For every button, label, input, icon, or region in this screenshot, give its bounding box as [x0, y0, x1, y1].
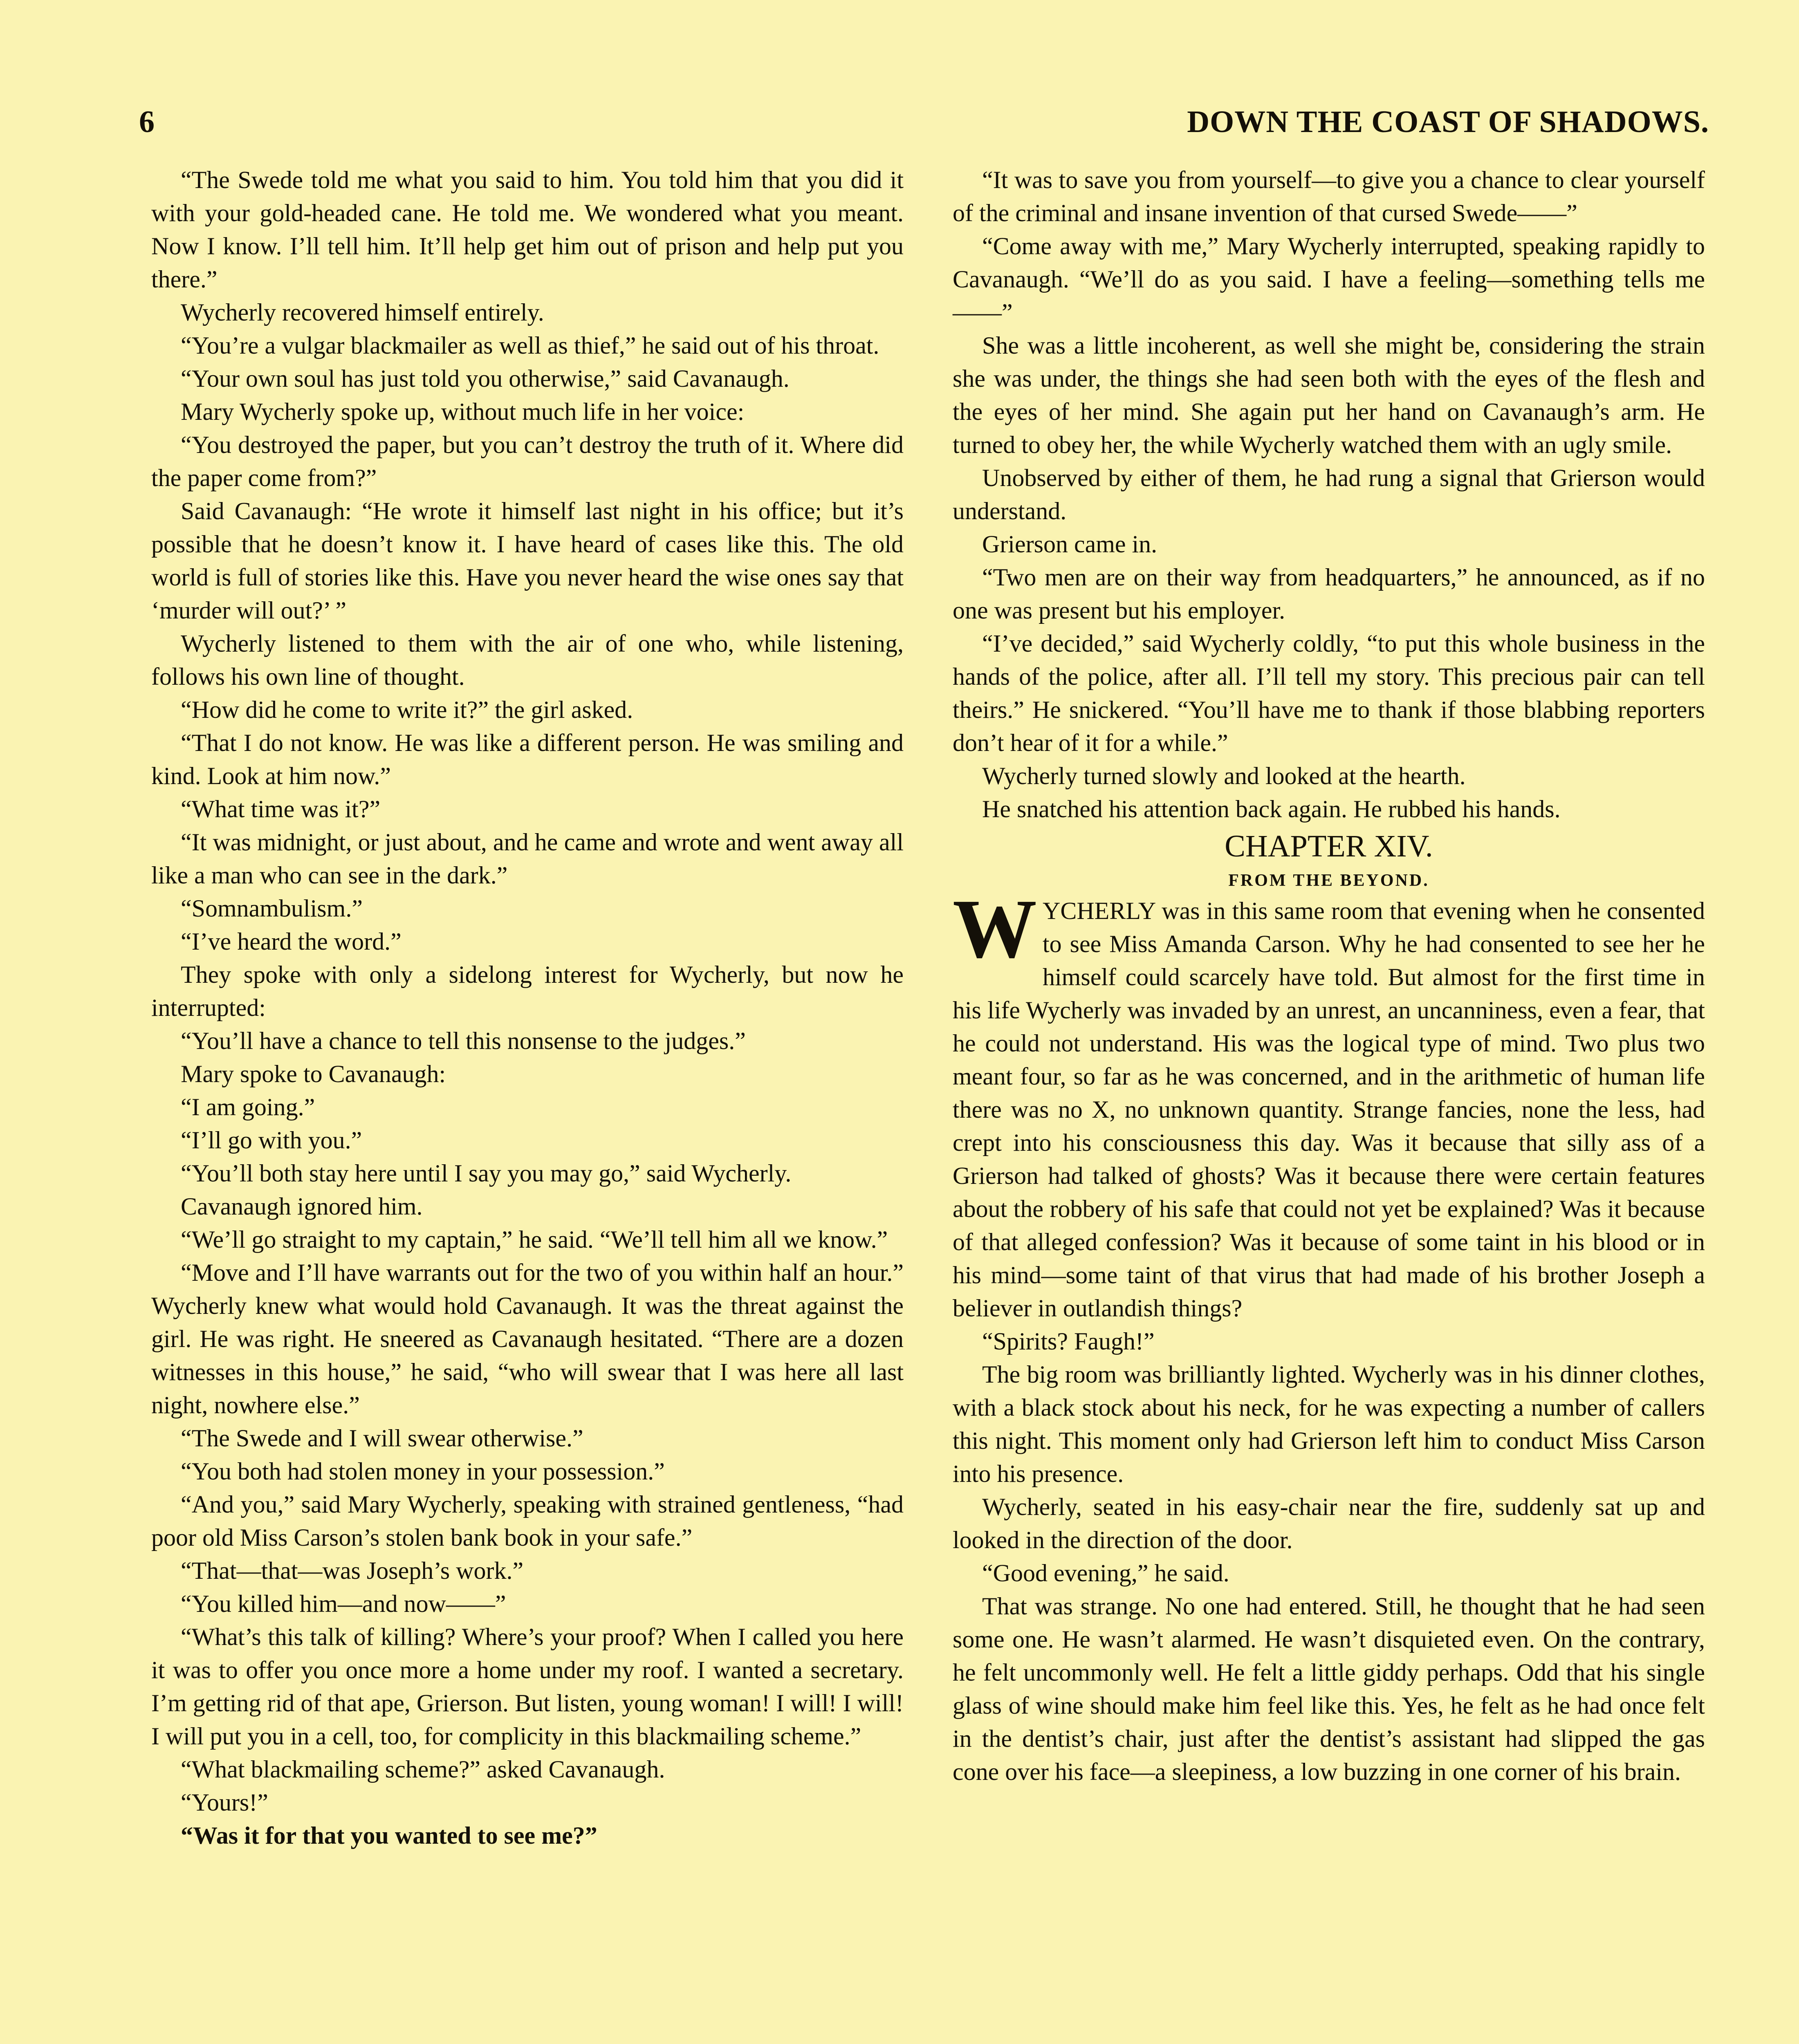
paragraph: “Move and I’ll have warrants out for the two of you within half an hour.” Wycherly knew what would hold Cavanaugh. It was the threat against the girl. He was right. He sneered as Cavanaugh hesitated. “There are a dozen witnesses in this house,” he said, “who will swear that I was here all last night, nowhere else.” — [151, 1259, 904, 1419]
paragraph: “You’re a vulgar blackmailer as well as thief,” he said out of his throat. — [181, 332, 879, 359]
paragraph: “We’ll go straight to my captain,” he said. “We’ll tell him all we know.” — [181, 1226, 888, 1253]
paragraph: “Somnambulism.” — [181, 895, 363, 922]
chapter-opening-paragraph — [953, 882, 1705, 1325]
paragraph: “Spirits? Faugh!” — [982, 1328, 1155, 1355]
paragraph: “Your own soul has just told you otherwise,” said Cavanaugh. — [181, 365, 790, 392]
paragraph: “I am going.” — [181, 1094, 315, 1121]
paragraph: “Come away with me,” Mary Wycherly interrupted, speaking rapidly to Cavanaugh. “We’ll do as you said. I have a feeling—something tells me——” — [953, 233, 1705, 326]
paragraph: Wycherly, seated in his easy-chair near the fire, suddenly sat up and looked in the direction of the door. — [953, 1493, 1705, 1553]
paragraph: “That—that—was Joseph’s work.” — [181, 1557, 524, 1584]
paragraph: “Two men are on their way from headquarters,” he announced, as if no one was present but his employer. — [953, 564, 1705, 624]
running-title: DOWN THE COAST OF SHADOWS. — [1187, 104, 1709, 139]
paragraph: “What’s this talk of killing? Where’s your proof? When I called you here it was to offer you once more a home under my roof. I wanted a secretary. I’m getting rid of that ape, Grierson. But listen, young woman! I will! I will! I will put you in a cell, too, for complicity in this blackmailing scheme.” — [151, 1623, 904, 1750]
chapter-subtitle: FROM THE BEYOND. — [1228, 871, 1429, 890]
paragraph: Grierson came in. — [982, 531, 1157, 558]
paragraph: She was a little incoherent, as well she might be, considering the strain she was under, the things she had seen both with the eyes of the flesh and the eyes of her mind. She again put her hand on Cavanaugh’s arm. He turned to obey her, the while Wycherly watched them with an ugly smile. — [953, 332, 1705, 458]
paragraph: “I’ve decided,” said Wycherly coldly, “to put this whole business in the hands of the police, after all. I’ll tell my story. This precious pair can tell theirs.” He snickered. “You’ll have me to thank if those blabbing reporters don’t hear of it for a while.” — [953, 630, 1705, 756]
paragraph: “You destroyed the paper, but you can’t destroy the truth of it. Where did the paper come from?” — [151, 431, 904, 491]
paragraph: “You killed him—and now——” — [181, 1590, 506, 1617]
paragraph: Unobserved by either of them, he had rung a signal that Grierson would understand. — [953, 464, 1705, 524]
paragraph: Wycherly recovered himself entirely. — [181, 299, 544, 326]
paragraph: “That I do not know. He was like a different person. He was smiling and kind. Look at him now.” — [151, 729, 904, 789]
paragraph: “I’ve heard the word.” — [181, 928, 402, 955]
paragraph: “It was midnight, or just about, and he came and wrote and went away all like a man who can see in the dark.” — [151, 829, 904, 889]
paragraph: “Was it for that you wanted to see me?” — [181, 1822, 597, 1849]
paragraph: “The Swede and I will swear otherwise.” — [181, 1425, 583, 1452]
paragraph: Wycherly turned slowly and looked at the hearth. — [982, 762, 1466, 789]
left-column — [151, 164, 904, 1852]
paragraph: Said Cavanaugh: “He wrote it himself last night in his office; but it’s possible that he doesn’t know it. I have heard of cases like this. The old world is full of stories like this. Have you never heard the wise ones say that ‘murder will out?’ ” — [151, 498, 904, 624]
paragraph: The big room was brilliantly lighted. Wycherly was in his dinner clothes, with a black stock about his neck, for he was expecting a number of callers this night. This moment only had Grierson left him to conduct Miss Carson into his presence. — [953, 1361, 1705, 1487]
page-number: 6 — [139, 104, 155, 139]
paragraph: Mary Wycherly spoke up, without much life in her voice: — [181, 398, 745, 425]
drop-cap: W — [953, 882, 1037, 975]
paragraph: That was strange. No one had entered. Still, he thought that he had seen some one. He wasn’t alarmed. He wasn’t disquieted even. On the contrary, he felt uncommonly well. He felt a little giddy perhaps. Odd that his single glass of wine should make him feel like this. Yes, he felt as he had once felt in the dentist’s chair, just after the dentist’s assistant had slipped the gas cone over his face—a sleepiness, a low buzzing in one corner of his brain. — [953, 1593, 1705, 1785]
paragraph: “You’ll have a chance to tell this nonsense to the judges.” — [181, 1027, 746, 1054]
paragraph: “Good evening,” he said. — [982, 1560, 1229, 1587]
opening-text: YCHERLY was in this same room that evening when he consented to see Miss Amanda Carson. Why he had consented to see her he himself could scarcely have told. But almost for the first time in his life Wycherly was invaded by an unrest, an uncanniness, even a fear, that he could not understand. His was the logical type of mind. Two plus two meant four, so far as he was concerned, and in the arithmetic of human life there was no X, no unknown quantity. Strange fancies, none the less, had crept into his consciousness this day. Was it because that silly ass of a Grierson had talked of ghosts? Was it because there were certain features about the robbery of his safe that could not yet be explained? Was it because of that alleged confession? Was it because of some taint in his blood or in his mind—some taint of that virus that had made of his brother Joseph a believer in outlandish things? — [953, 897, 1705, 1322]
paragraph: “It was to save you from yourself—to give you a chance to clear yourself of the criminal and insane invention of that cursed Swede——” — [953, 166, 1705, 226]
paragraph: They spoke with only a sidelong interest for Wycherly, but now he interrupted: — [151, 961, 904, 1021]
paragraph: Cavanaugh ignored him. — [181, 1193, 423, 1220]
paragraph: “And you,” said Mary Wycherly, speaking with strained gentleness, “had poor old Miss Carson’s stolen bank book in your safe.” — [151, 1491, 904, 1551]
paragraph: He snatched his attention back again. He rubbed his hands. — [982, 796, 1561, 823]
paragraph: “You’ll both stay here until I say you may go,” said Wycherly. — [181, 1160, 792, 1187]
paragraph: “What blackmailing scheme?” asked Cavanaugh. — [181, 1756, 665, 1783]
paragraph: “Yours!” — [181, 1789, 268, 1816]
paragraph: Mary spoke to Cavanaugh: — [181, 1060, 446, 1087]
paragraph: Wycherly listened to them with the air of one who, while listening, follows his own line of thought. — [151, 630, 904, 690]
page-header — [139, 97, 1709, 146]
paragraph: “What time was it?” — [181, 796, 381, 823]
paragraph: “I’ll go with you.” — [181, 1127, 362, 1154]
paragraph: “The Swede told me what you said to him. You told him that you did it with your gold-headed cane. He told me. We wondered what you meant. Now I know. I’ll tell him. It’ll help get him out of prison and help put you there.” — [151, 166, 904, 293]
right-column — [953, 164, 1705, 1788]
chapter-title: CHAPTER XIV. — [1225, 829, 1433, 863]
paragraph: “You both had stolen money in your possession.” — [181, 1458, 665, 1485]
paragraph: “How did he come to write it?” the girl asked. — [181, 696, 633, 723]
